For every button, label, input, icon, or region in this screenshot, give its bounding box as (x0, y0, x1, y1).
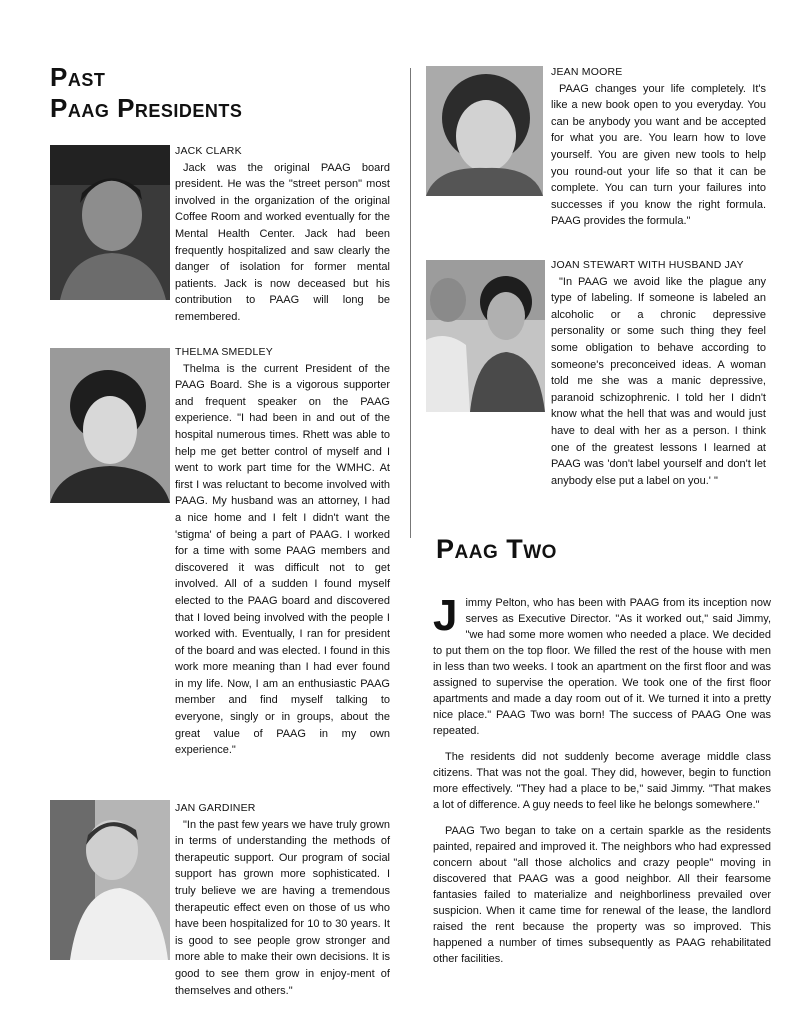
column-divider (410, 68, 411, 538)
president-bio: Thelma is the current President of the PAAG Board. She is a vigorous supporter and frequent speaker on the PAAG experience. "I had been in and out of the hospital numerous times. Rhett was able to help me get better control of myself and I went to work part time for the WMHC. At first I was reluctant to become involved with PAAG. My husband was an attorney, I had a nice home and I felt I didn't want the 'stigma' of being a part of PAAG. I worked for a time with some PAAG members and discovered it was difficult not to get involved. All of a sudden I found myself elected to the PAAG board and discovered that I loved being involved with the people I worked with. Eventually, I ran for president of the board and was elected. I found in this work more meaning than I had ever found in my life. Now, I am an enthusiastic PAAG member and find myself talking to everyone, singly or in groups, about the great value of PAAG in my own experience." (175, 362, 390, 757)
president-bio: "In the past few years we have truly grown in terms of understanding the methods of therapeutic support. Our program of social support has grown more sophisticated. I truly believe we are having a tremendous therapeutic effect even on those of us who have been hospitalized for 10 to 30 years. It is good to see people grow stronger and more able to make their own decisions. It is good to see them grow in enjoy-ment of themselves and others." (175, 818, 390, 997)
jack-clark-photo (50, 145, 170, 300)
jan-gardiner-photo (50, 800, 170, 960)
president-name: JACK CLARK (175, 145, 242, 157)
jean-moore-photo (426, 66, 543, 196)
joan-stewart-photo (426, 260, 545, 412)
president-entry-jack-clark (175, 143, 390, 326)
article-paragraph: The residents did not suddenly become average middle class citizens. That was not the goal. They did, however, begin to function more effectively. "They had a place to be," said Jimmy. "That makes a lot of difference. A guy needs to feel like he belongs somewhere." (433, 751, 771, 811)
president-name: JOAN STEWART WITH HUSBAND JAY (551, 259, 744, 271)
president-bio: "In PAAG we avoid like the plague any type of labeling. If someone is labeled an alcoholic or a chronic depressive personality or some such thing they feel some obligation to behave according to someone's preconceived ideas. A woman told me she was a manic depressive, paranoid schizophrenic. I told her I didn't know what the hell that was and would just have to deal with her as a person. I think one of the greatest lessons I learned at PAAG was 'don't label yourself and don't let anybody else put a label on you.' " (551, 275, 766, 487)
paag-two-article (433, 591, 771, 977)
page-title-line1: Past (50, 62, 106, 92)
president-name: JAN GARDINER (175, 802, 256, 814)
president-bio: PAAG changes your life completely. It's like a new book open to you everyday. You can be anybody you want and be accepted for what you are. You learn how to love yourself. You are given new tools to help you round-out your life so that it can be complete. You can turn your failures into successes if you know the right formula. PAAG provides the formula." (551, 82, 766, 228)
president-entry-thelma-smedley (175, 344, 390, 759)
article-paragraph (433, 591, 771, 739)
page-title (50, 62, 242, 124)
president-name: JEAN MOORE (551, 66, 623, 78)
president-entry-joan-stewart (551, 257, 766, 489)
page-title-line2: Paag Presidents (50, 93, 243, 123)
president-entry-jean-moore (551, 64, 766, 230)
president-entry-jan-gardiner (175, 800, 390, 999)
president-bio: Jack was the original PAAG board president. He was the "street person" most involved in the organization of the original Coffee Room and worked eventually for the Mental Health Center. Jack had been frequently hospitalized and saw clearly the danger of isolation for former mental patients. Jack is now deceased but his contribution to PAAG will long be remembered. (175, 161, 390, 323)
president-name: THELMA SMEDLEY (175, 346, 273, 358)
thelma-smedley-photo (50, 348, 170, 503)
article-paragraph: PAAG Two began to take on a certain sparkle as the residents painted, repaired and improved it. The neighbors who had expressed concern about "all those alcholics and crazy people" moving in discovered that PAAG was a good neighbor. All their fearsome fantasies failed to materialize and neighborliness prevailed over suspicion. When it came time for renewal of the lease, the landlord raised the rent because the property was so improved. This happened a number of times subsequently as PAAG rehabilitated other facilities. (433, 825, 771, 965)
article-paragraph-text: immy Pelton, who has been with PAAG from its inception now serves as Executive Director. "As it worked out," said Jimmy, "we had some more women who needed a place. We decided to put them on the top floor. We filled the rest of the house with men in less than two weeks. I took an apartment on the first floor and was assigned to supervise the operation. We took one of the first floor apartments and made a day room out of it. We turned it into a pretty nice place." PAAG Two was born! The success of PAAG One was repeated. (433, 597, 771, 737)
section-title-paag-two: Paag Two (436, 534, 557, 564)
drop-cap: J (433, 591, 458, 640)
